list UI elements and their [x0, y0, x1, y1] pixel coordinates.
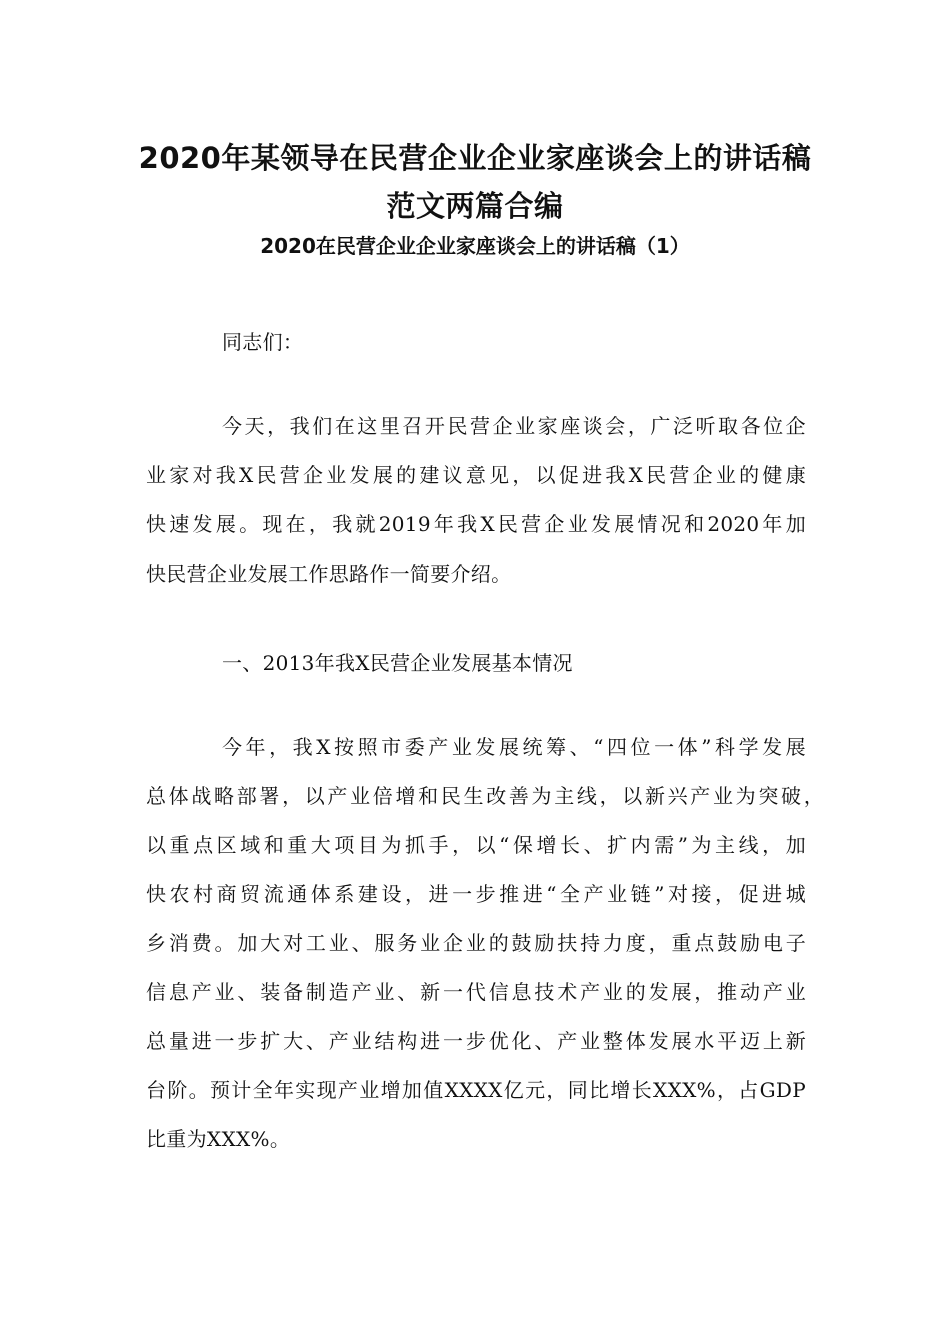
section-heading: 一、2013年我X民营企业发展基本情况 — [222, 651, 573, 675]
document-subtitle: 2020在民营企业企业家座谈会上的讲话稿（1） — [260, 234, 690, 258]
paragraph-2-line-9: 比重为XXX%。 — [146, 1127, 291, 1151]
document-title-line-2: 范文两篇合编 — [386, 189, 564, 223]
paragraph-2-line-7: 总量进一步扩大、产业结构进一步优化、产业整体发展水平迈上新 — [146, 1029, 806, 1053]
paragraph-2-line-2: 总体战略部署，以产业倍增和民生改善为主线，以新兴产业为突破， — [146, 784, 824, 808]
paragraph-1-line-2: 业家对我X民营企业发展的建议意见，以促进我X民营企业的健康 — [146, 463, 806, 487]
salutation: 同志们： — [222, 330, 304, 354]
paragraph-1-line-4: 快民营企业发展工作思路作一简要介绍。 — [146, 562, 512, 586]
paragraph-2-line-5: 乡消费。加大对工业、服务业企业的鼓励扶持力度，重点鼓励电子 — [146, 931, 806, 955]
paragraph-1-line-1: 今天，我们在这里召开民营企业家座谈会，广泛听取各位企 — [222, 414, 806, 438]
paragraph-2-line-6: 信息产业、装备制造产业、新一代信息技术产业的发展，推动产业 — [146, 980, 806, 1004]
paragraph-2-line-3: 以重点区域和重大项目为抓手，以“保增长、扩内需”为主线，加 — [146, 833, 806, 857]
paragraph-2-line-8: 台阶。预计全年实现产业增加值XXXX亿元，同比增长XXX%，占GDP — [146, 1078, 806, 1102]
paragraph-2-line-4: 快农村商贸流通体系建设，进一步推进“全产业链”对接，促进城 — [146, 882, 806, 906]
paragraph-1-line-3: 快速发展。现在，我就2019年我X民营企业发展情况和2020年加 — [146, 512, 806, 536]
document-title-line-1: 2020年某领导在民营企业企业家座谈会上的讲话稿 — [138, 141, 812, 175]
paragraph-2-line-1: 今年，我X按照市委产业发展统筹、“四位一体”科学发展 — [222, 735, 806, 759]
